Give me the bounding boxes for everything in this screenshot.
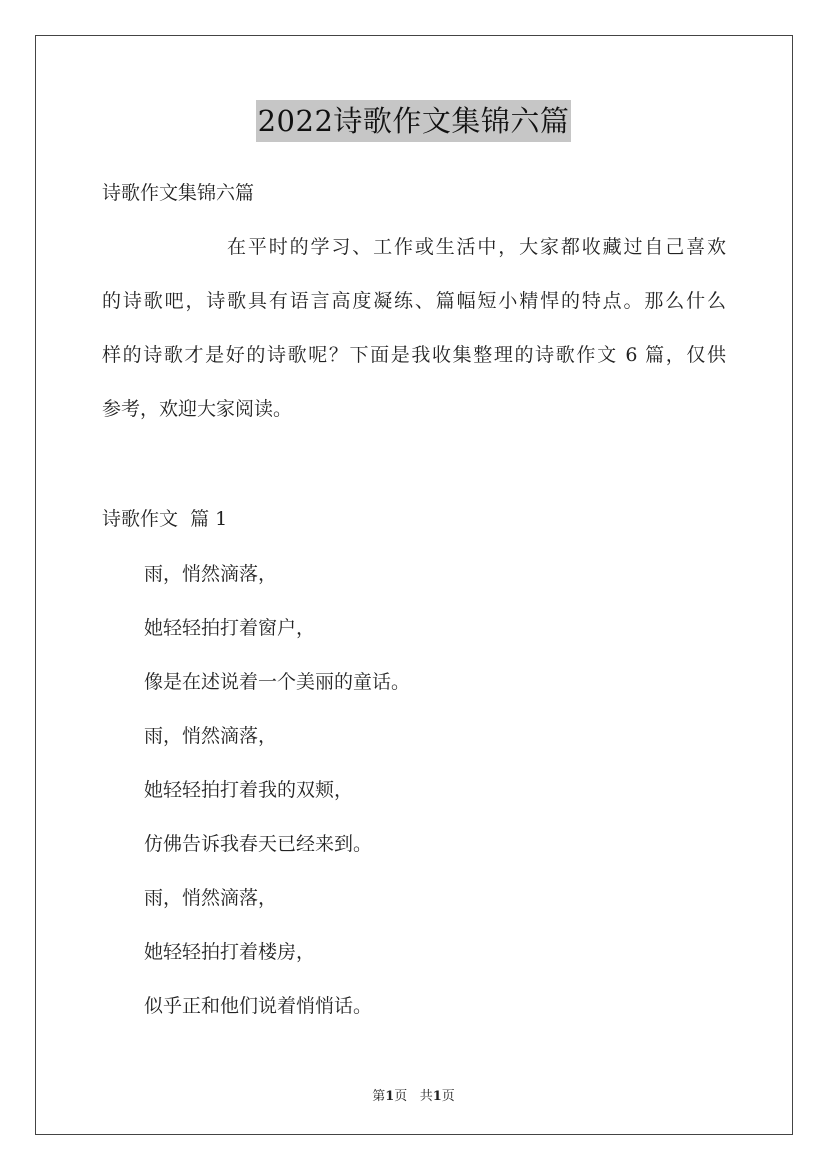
footer-text: 第 [372, 1089, 386, 1104]
intro-paragraph [102, 235, 726, 451]
poem-line: 像是在述说着一个美丽的童话。 [144, 671, 411, 693]
intro-line: 样的诗歌才是好的诗歌呢？下面是我收集整理的诗歌作文 6 篇，仅供 [102, 344, 726, 366]
title-container [0, 100, 827, 142]
intro-line: 在平时的学习、工作或生活中，大家都收藏过自己喜欢 [227, 236, 726, 258]
poem-line: 雨，悄然滴落， [144, 563, 278, 585]
poem-line: 雨，悄然滴落， [144, 725, 278, 747]
page-number: 1 [385, 1089, 395, 1104]
footer-text: 页 共 [394, 1089, 433, 1104]
page-footer [0, 1085, 827, 1104]
poem-line: 雨，悄然滴落， [144, 887, 278, 909]
total-pages: 1 [432, 1089, 442, 1104]
poem-body [144, 562, 410, 1048]
poem-line: 仿佛告诉我春天已经来到。 [144, 833, 373, 855]
intro-line: 参考，欢迎大家阅读。 [102, 398, 293, 420]
poem-line: 她轻轻拍打着我的双颊， [144, 779, 354, 801]
poem-line: 似乎正和他们说着悄悄话。 [144, 995, 373, 1017]
document-title: 2022诗歌作文集锦六篇 [256, 100, 572, 142]
section-heading: 诗歌作文 篇 1 [102, 508, 228, 530]
intro-line: 的诗歌吧，诗歌具有语言高度凝练、篇幅短小精悍的特点。那么什么 [102, 290, 726, 312]
poem-line: 她轻轻拍打着窗户， [144, 617, 316, 639]
footer-text: 页 [441, 1089, 455, 1104]
poem-line: 她轻轻拍打着楼房， [144, 941, 316, 963]
document-subtitle: 诗歌作文集锦六篇 [102, 182, 255, 204]
